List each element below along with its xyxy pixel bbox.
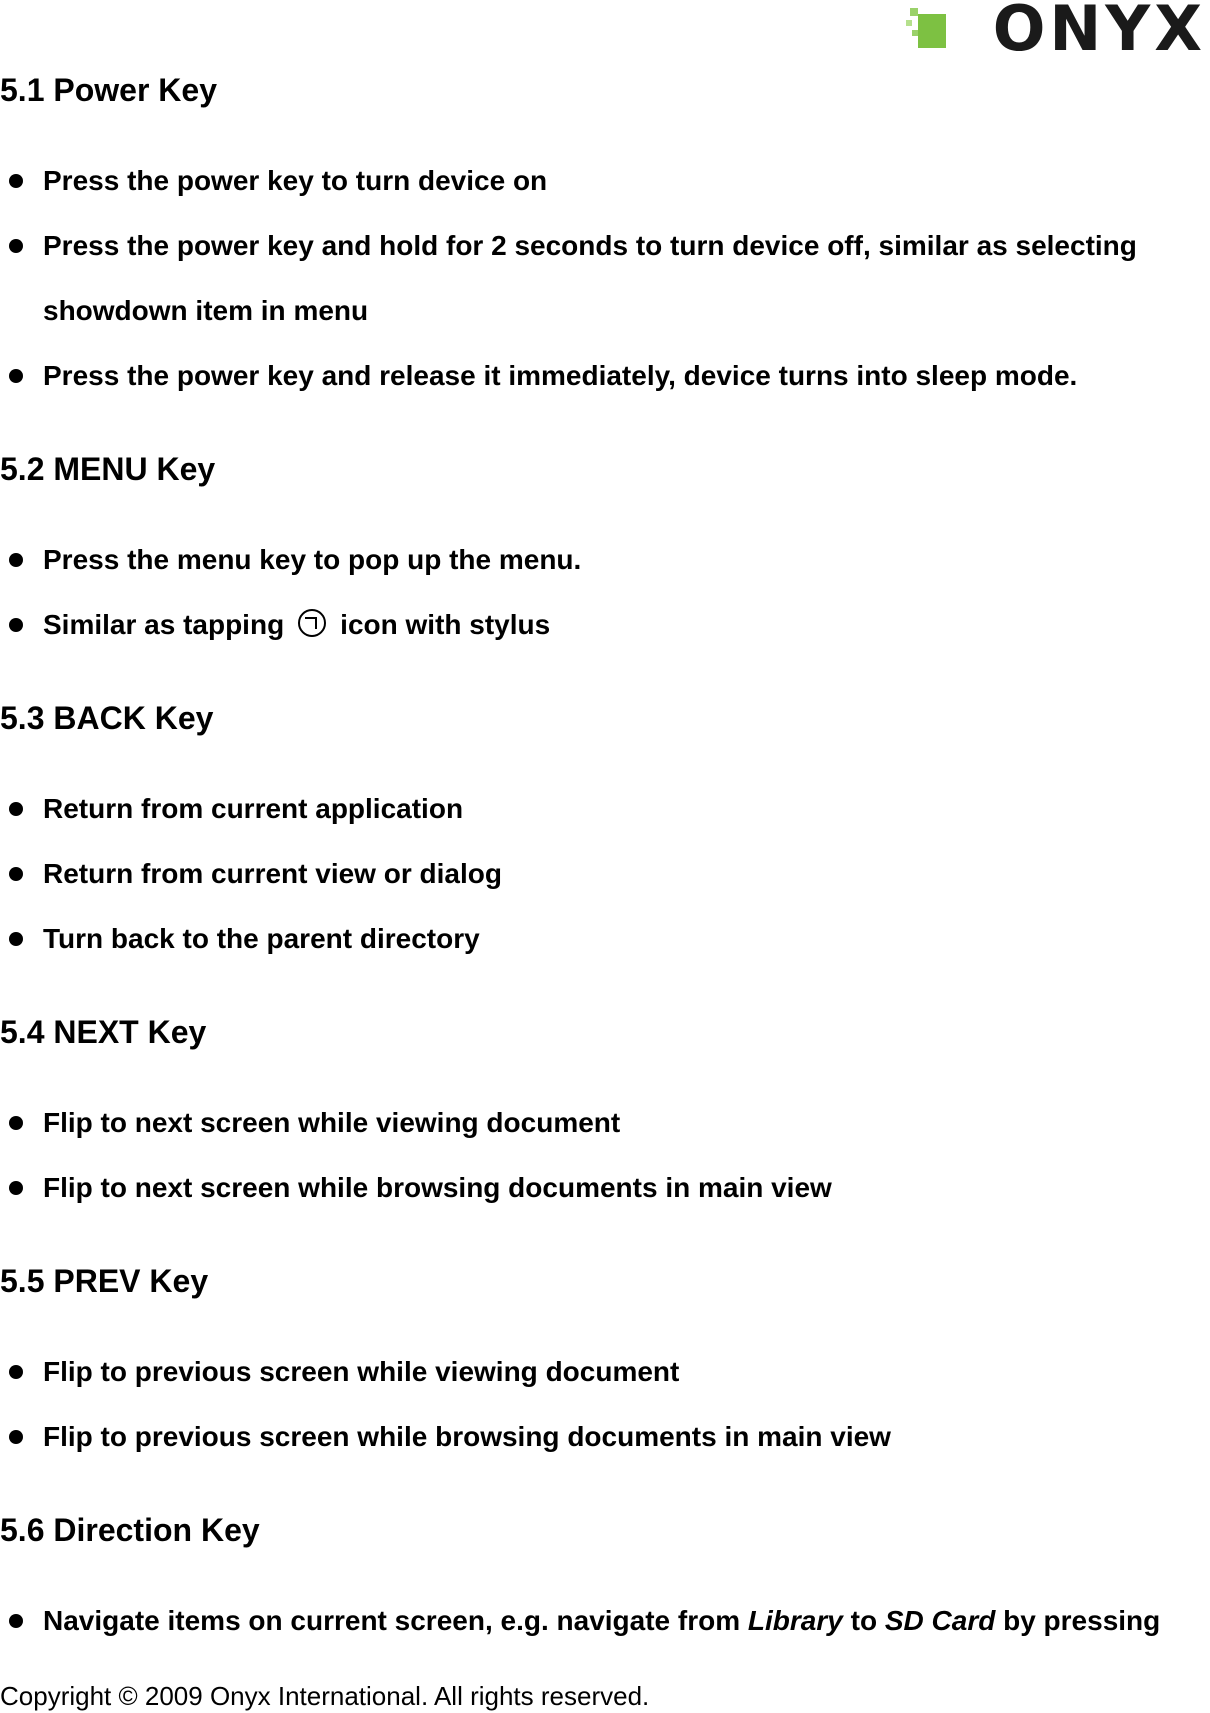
section-heading: 5.6 Direction Key xyxy=(0,1512,260,1548)
section-heading: 5.2 MENU Key xyxy=(0,451,216,487)
bullet-icon xyxy=(9,1614,23,1628)
bullet-icon xyxy=(9,867,23,881)
bullet-icon xyxy=(9,932,23,946)
bullet-icon xyxy=(9,553,23,567)
section-heading: 5.1 Power Key xyxy=(0,72,217,108)
bullet-icon xyxy=(9,1365,23,1379)
copyright-footer: Copyright © 2009 Onyx International. All rights reserved. xyxy=(0,1681,650,1711)
bullet-icon xyxy=(9,1181,23,1195)
bullet-icon xyxy=(9,239,23,253)
bullet-icon xyxy=(9,174,23,188)
logo-wordmark: ONYX xyxy=(992,0,1206,65)
menu-icon xyxy=(298,609,326,637)
bullet-icon xyxy=(9,802,23,816)
bullet-icon xyxy=(9,1116,23,1130)
bullet-icon xyxy=(9,618,23,632)
section-heading: 5.4 NEXT Key xyxy=(0,1014,207,1050)
leaf-logo-icon xyxy=(906,0,966,60)
onyx-logo xyxy=(906,0,1206,65)
bullet-icon xyxy=(9,1430,23,1444)
bullet-icon xyxy=(9,369,23,383)
section-heading: 5.5 PREV Key xyxy=(0,1263,209,1299)
section-heading: 5.3 BACK Key xyxy=(0,700,214,736)
